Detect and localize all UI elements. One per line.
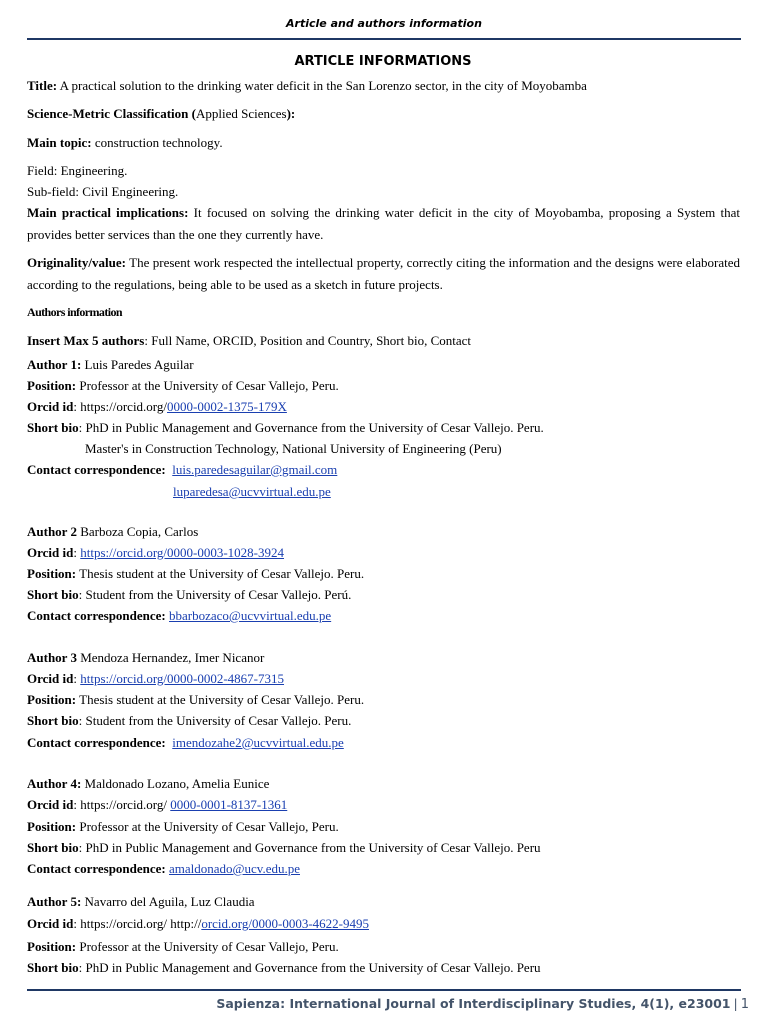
- author5-orcid-prefix: : https://orcid.org/ http://: [73, 916, 202, 931]
- author2-email[interactable]: bbarbozaco@ucvvirtual.edu.pe: [169, 608, 332, 623]
- author4-orcid-link[interactable]: 0000-0001-8137-1361: [170, 797, 288, 812]
- classification-close: ):: [286, 106, 296, 121]
- author5-row: [27, 894, 255, 910]
- author1-orcid-prefix: : https://orcid.org/: [73, 399, 168, 414]
- author3-position-row: [27, 692, 364, 708]
- author5-orcid-link[interactable]: orcid.org/0000-0003-4622-9495: [201, 916, 369, 931]
- author1-position: Professor at the University of Cesar Vallejo, Peru.: [79, 378, 339, 393]
- author2-position: Thesis student at the University of Cesar Vallejo. Peru.: [79, 566, 365, 581]
- author3-label: Author 3: [27, 650, 77, 665]
- implications-value: It focused on solving the drinking water deficit in the city of Moyobamba, proposing a System that provides better services than the one they currently have.: [27, 205, 741, 242]
- author3-row: [27, 650, 264, 666]
- orcid-label: Orcid id: [27, 797, 74, 812]
- author3-name: Mendoza Hernandez, Imer Nicanor: [80, 650, 265, 665]
- originality-value: The present work respected the intellectual property, correctly citing the information and the designs were elaborated according to the regulations, being able to be used as a sketch in future projects.: [27, 255, 741, 292]
- author4-bio: : PhD in Public Management and Governance from the University of Cesar Vallejo. Peru: [78, 840, 541, 855]
- author3-bio-row: [27, 713, 351, 729]
- author1-bio2: Master's in Construction Technology, National University of Engineering (Peru): [85, 441, 502, 456]
- author2-bio-row: [27, 587, 351, 603]
- orcid-label: Orcid id: [27, 671, 74, 686]
- author2-name: Barboza Copia, Carlos: [80, 524, 199, 539]
- author1-email-row-2: [173, 484, 331, 500]
- insert-value: : Full Name, ORCID, Position and Country, Short bio, Contact: [144, 333, 472, 348]
- running-header: Article and authors information: [286, 17, 482, 30]
- insert-authors-row: [27, 333, 471, 349]
- author1-orcid-link[interactable]: 0000-0002-1375-179X: [167, 399, 287, 414]
- author1-position-row: [27, 378, 339, 394]
- author4-email[interactable]: amaldonado@ucv.edu.pe: [169, 861, 300, 876]
- contact-label: Contact correspondence:: [27, 462, 166, 477]
- footer-divider: [27, 989, 741, 991]
- main-topic-label: Main topic:: [27, 135, 92, 150]
- author1-name: Luis Paredes Aguilar: [84, 357, 194, 372]
- short-bio-label: Short bio: [27, 960, 79, 975]
- author3-orcid-row: Orcid id: https://orcid.org/0000-0002-4867-7315: [27, 671, 285, 686]
- orcid-label: Orcid id: [27, 545, 74, 560]
- author2-label: Author 2: [27, 524, 77, 539]
- author4-contact-row: [27, 861, 300, 877]
- header-divider: [27, 38, 741, 40]
- author2-row: [27, 524, 198, 540]
- implications-paragraph: [27, 202, 740, 245]
- originality-label: Originality/value:: [27, 255, 126, 270]
- position-label: Position:: [27, 692, 77, 707]
- page-number: 1: [740, 997, 749, 1012]
- author2-orcid-link[interactable]: https://orcid.org/0000-0003-1028-3924: [80, 545, 285, 560]
- classification-row: [27, 106, 295, 122]
- main-topic-value: construction technology.: [94, 135, 223, 150]
- author4-bio-row: [27, 840, 541, 856]
- author1-contact-row: [27, 462, 337, 478]
- author4-orcid-row: [27, 797, 287, 813]
- title-value: A practical solution to the drinking water deficit in the San Lorenzo sector, in the city of Moyobamba: [59, 78, 587, 93]
- author1-row: [27, 357, 194, 373]
- field-row: Field: Engineering.: [27, 163, 128, 178]
- footer-separator: |: [733, 996, 738, 1011]
- position-label: Position:: [27, 378, 77, 393]
- short-bio-label: Short bio: [27, 840, 79, 855]
- author4-orcid-prefix: : https://orcid.org/: [73, 797, 168, 812]
- author3-orcid-link[interactable]: https://orcid.org/0000-0002-4867-7315: [80, 671, 285, 686]
- page-footer: [216, 996, 749, 1012]
- author2-orcid-row: Orcid id: https://orcid.org/0000-0003-1028-3924: [27, 545, 285, 560]
- author4-position: Professor at the University of Cesar Vallejo, Peru.: [79, 819, 339, 834]
- author2-contact-row: [27, 608, 331, 624]
- author4-position-row: [27, 819, 339, 835]
- classification-value: Applied Sciences: [195, 106, 287, 121]
- short-bio-label: Short bio: [27, 587, 79, 602]
- author5-bio: : PhD in Public Management and Governance from the University of Cesar Vallejo. Peru: [78, 960, 541, 975]
- author5-position-row: [27, 939, 339, 955]
- short-bio-label: Short bio: [27, 420, 79, 435]
- author5-name: Navarro del Aguila, Luz Claudia: [84, 894, 255, 909]
- author5-position: Professor at the University of Cesar Vallejo, Peru.: [79, 939, 339, 954]
- subfield-row: Sub-field: Civil Engineering.: [27, 184, 179, 199]
- author5-label: Author 5:: [27, 894, 82, 909]
- author1-bio-row: [27, 420, 544, 436]
- author1-bio: : PhD in Public Management and Governance from the University of Cesar Vallejo. Peru.: [78, 420, 544, 435]
- position-label: Position:: [27, 819, 77, 834]
- classification-label: Science-Metric Classification (: [27, 106, 196, 121]
- orcid-label: Orcid id: [27, 399, 74, 414]
- author3-email[interactable]: imendozahe2@ucvvirtual.edu.pe: [172, 735, 344, 750]
- title-row: [27, 78, 587, 94]
- main-topic-row: [27, 135, 223, 151]
- author2-position-row: [27, 566, 364, 582]
- author1-email-1[interactable]: luis.paredesaguilar@gmail.com: [172, 462, 338, 477]
- title-label: Title:: [27, 78, 58, 93]
- position-label: Position:: [27, 939, 77, 954]
- footer-journal: Sapienza: International Journal of Interdisciplinary Studies, 4(1), e23001: [216, 996, 731, 1011]
- orcid-label: Orcid id: [27, 916, 74, 931]
- implications-label: Main practical implications:: [27, 205, 189, 220]
- author3-contact-row: [27, 735, 344, 751]
- author5-orcid-row: [27, 916, 369, 932]
- short-bio-label: Short bio: [27, 713, 79, 728]
- author4-name: Maldonado Lozano, Amelia Eunice: [84, 776, 270, 791]
- author1-email-2[interactable]: luparedesa@ucvvirtual.edu.pe: [173, 484, 331, 499]
- originality-paragraph: [27, 252, 740, 295]
- author3-position: Thesis student at the University of Cesar Vallejo. Peru.: [79, 692, 365, 707]
- author1-orcid-row: [27, 399, 287, 415]
- authors-heading: Authors information: [27, 305, 122, 319]
- author4-row: [27, 776, 269, 792]
- contact-label: Contact correspondence:: [27, 861, 166, 876]
- page-title: ARTICLE INFORMATIONS: [294, 54, 472, 69]
- position-label: Position:: [27, 566, 77, 581]
- author1-label: Author 1:: [27, 357, 82, 372]
- author4-label: Author 4:: [27, 776, 82, 791]
- insert-label: Insert Max 5 authors: [27, 333, 145, 348]
- contact-label: Contact correspondence:: [27, 735, 166, 750]
- contact-label: Contact correspondence:: [27, 608, 166, 623]
- author3-bio: : Student from the University of Cesar Vallejo. Peru.: [78, 713, 352, 728]
- author5-bio-row: [27, 960, 541, 976]
- author2-bio: : Student from the University of Cesar Vallejo. Perú.: [78, 587, 352, 602]
